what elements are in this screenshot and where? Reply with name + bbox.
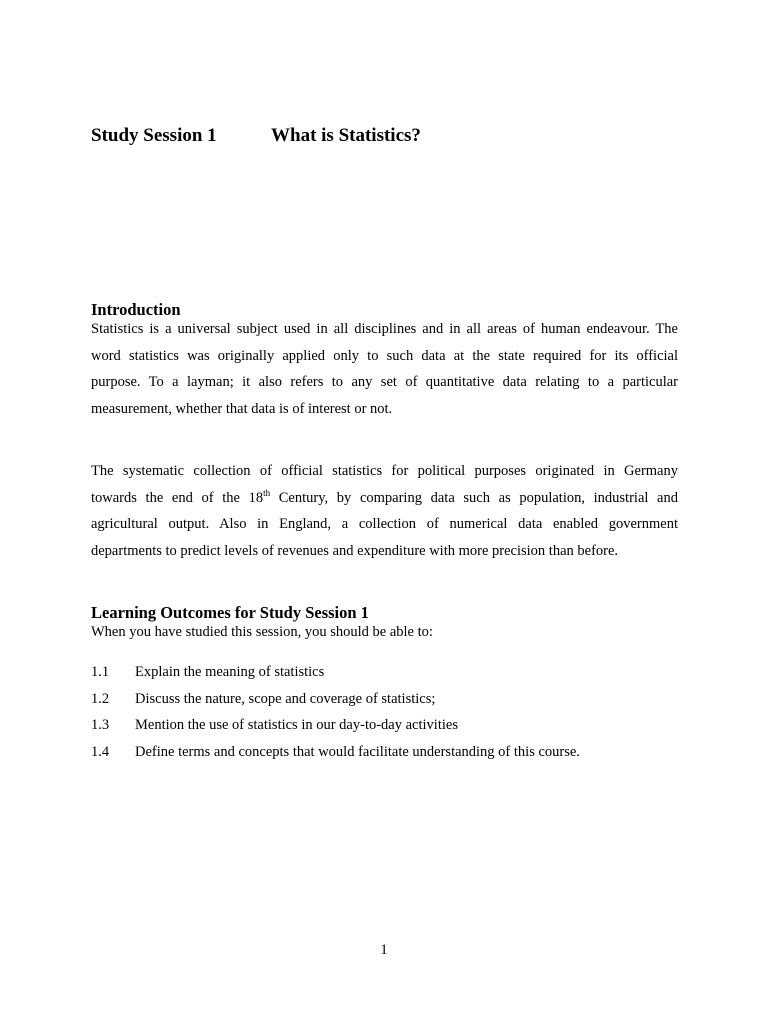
paragraph-text: towards the end of the 18: [91, 489, 264, 506]
item-number: 1.1: [91, 664, 110, 680]
paragraph-line: agricultural output. Also in England, a collection of numerical data enabled government: [91, 516, 678, 532]
introduction-paragraph-1: [91, 316, 678, 422]
item-text: Mention the use of statistics in our day-to-day activities: [135, 717, 458, 734]
paragraph-text: Century, by comparing data such as population, industrial and: [270, 489, 678, 506]
item-number: 1.4: [91, 744, 110, 761]
learning-outcomes-list: [91, 662, 580, 769]
item-text: Discuss the nature, scope and coverage of statistics;: [135, 690, 436, 707]
paragraph-line: Statistics is a universal subject used in all disciplines and in all areas of human endeavour. The: [91, 321, 678, 337]
list-item: [91, 662, 580, 689]
paragraph-line: word statistics was originally applied only to such data at the state required for its official: [91, 347, 678, 364]
item-text: Explain the meaning of statistics: [135, 664, 325, 680]
session-number: Study Session 1: [91, 125, 217, 146]
list-item: [91, 689, 580, 716]
item-number: 1.2: [91, 690, 110, 707]
paragraph-line: departments to predict levels of revenues and expenditure with more precision than before.: [91, 542, 619, 559]
item-number: 1.3: [91, 717, 110, 734]
introduction-paragraph-2: [91, 458, 678, 564]
page-number: 1: [380, 942, 388, 958]
learning-outcomes-heading: Learning Outcomes for Study Session 1: [91, 603, 369, 622]
list-item: [91, 742, 580, 769]
page-title: [91, 125, 421, 147]
paragraph-line: [91, 485, 678, 512]
list-item: [91, 715, 580, 742]
session-title: What is Statistics?: [271, 125, 421, 146]
item-text: Define terms and concepts that would facilitate understanding of this course.: [135, 744, 580, 761]
introduction-heading: Introduction: [91, 300, 181, 319]
learning-outcomes-intro: When you have studied this session, you should be able to:: [91, 624, 433, 640]
paragraph-line: The systematic collection of official statistics for political purposes originated in Germany: [91, 463, 678, 479]
paragraph-line: purpose. To a layman; it also refers to any set of quantitative data relating to a particular: [91, 374, 678, 390]
paragraph-line: measurement, whether that data is of interest or not.: [91, 400, 393, 417]
ordinal-superscript: th: [263, 487, 271, 498]
